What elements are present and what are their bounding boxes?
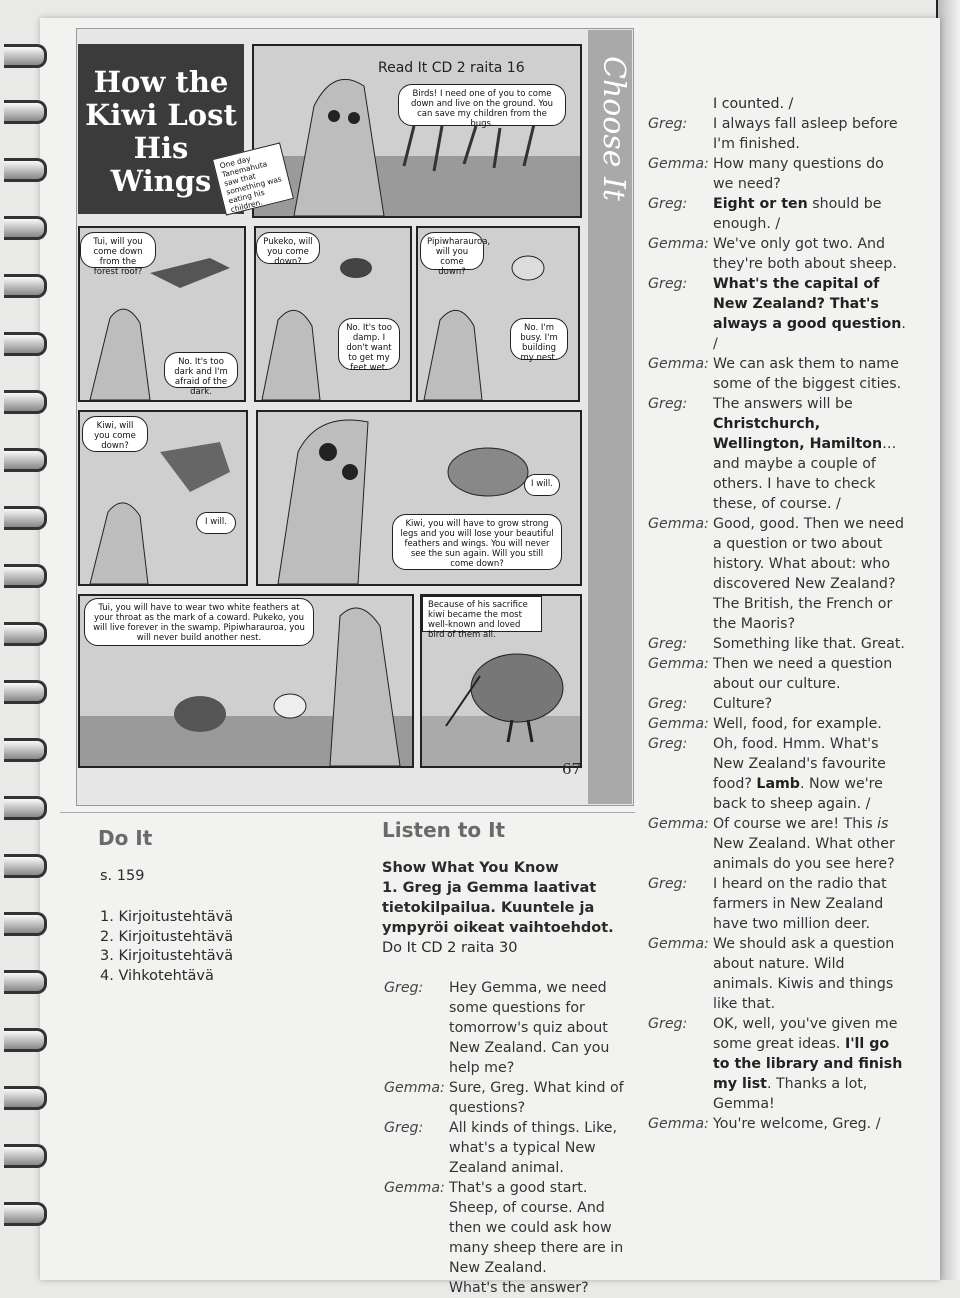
speech-bubble: Kiwi, you will have to grow strong legs and you will lose your beautiful feathers and wings. You will never see the sun again. Will you still come down? [392,514,562,570]
speech-bubble: I will. [196,512,236,534]
dialog-continued: I counted. / Greg: I always fall asleep before I'm finished. Gemma: How many questions do we need? Greg: Eight or ten should be enough. / Gemma: We've only got two. And they're both about sheep. Greg: What's the capital of New Zealand? That's always a good question. / Gemma: We can ask them to name some of the biggest cities. Greg: The answers will be Christchurch, Wellington, Hamilton… and maybe a couple of others. I have to check these, of course. / Gemma: Good, good. Then we need a question or two about history. What about: who discovered New Zealand? The British, the French or the Maoris? Greg: Something like that. Great. Gemma: Then we need a question about our culture. Greg: Culture? Gemma: Well, food, for example. Greg: Oh, food. Hmm. What's New Zealand's favourite food? Lamb. Now we're back to sheep again. / Gemma: Of course we are! This is New Zealand. What other animals do you see here? Greg: I heard on the radio that farmers in New Zealand have two million deer. Gemma: We should ask a question about nature. Wild animals. Kiwis and things like that. Greg: OK, well, you've given me some great ideas. I'll go to the library and finish my list. Thanks a lot, Gemma! Gemma: You're welcome, Greg. / [648,96,906,1132]
task-instructions: Show What You Know 1. Greg ja Gemma laativat tietokilpailua. Kuuntele ja ympyröi oikeat vaihtoehdot. Do It CD 2 raita 30 [382,860,614,956]
list-item: 2. Kirjoitustehtävä [100,928,234,945]
list-item: 3. Kirjoitustehtävä [100,948,234,964]
speech-bubble: No. It's too damp. I don't want to get my feet wet. [338,318,400,370]
speech-bubble: Tui, you will have to wear two white feathers at your throat as the mark of a coward. Pukeko, you will live forever in the swamp. Pipiwharauroa, you will never build another nest. [84,598,314,646]
list-item: 4. Vihkotehtävä [100,967,214,984]
speech-bubble: I will. [524,474,560,496]
exercise-list [100,908,233,986]
speech-bubble: Pipiwharauroa, will you come down? [420,232,484,270]
dialog-start: Greg: Hey Gemma, we need some questions for tomorrow's quiz about New Zealand. Can you help me? Gemma: Sure, Greg. What kind of questions? Greg: All kinds of things. Like, what's a typical New Zealand animal. Gemma: That's a good start. Sheep, of course. And then we could ask how many sheep there are in New Zealand. What's the answer? [384,980,624,1296]
speech-bubble: No. It's too dark and I'm afraid of the dark. [164,352,238,388]
read-it-cd: Read It CD 2 raita 16 [378,60,525,76]
spiral-binding [0,30,46,1280]
list-item: 1. Kirjoitustehtävä [100,909,234,925]
page-reference: s. 159 [100,868,145,884]
speech-bubble: Tui, will you come down from the forest roof? [80,232,156,268]
caption-box: Because of his sacrifice kiwi became the most well-known and loved bird of them all. [422,596,542,632]
page-number: 67 [562,760,582,778]
speech-bubble: Pukeko, will you come down? [256,232,320,264]
divider [60,812,635,813]
comic-title: How the Kiwi Lost His Wings [78,44,244,214]
caption-box: One day Tanemahuta saw that something was eating his children. [212,142,294,215]
section-tab: Choose It [588,30,632,804]
speech-bubble: Birds! I need one of you to come down and live on the ground. You can save my children from the bugs. [398,84,566,126]
speech-bubble: Kiwi, will you come down? [82,416,148,452]
speech-bubble: No. I'm busy. I'm building my nest. [510,318,568,360]
listen-heading: Listen to It [382,818,506,842]
do-it-heading: Do It [98,826,153,850]
